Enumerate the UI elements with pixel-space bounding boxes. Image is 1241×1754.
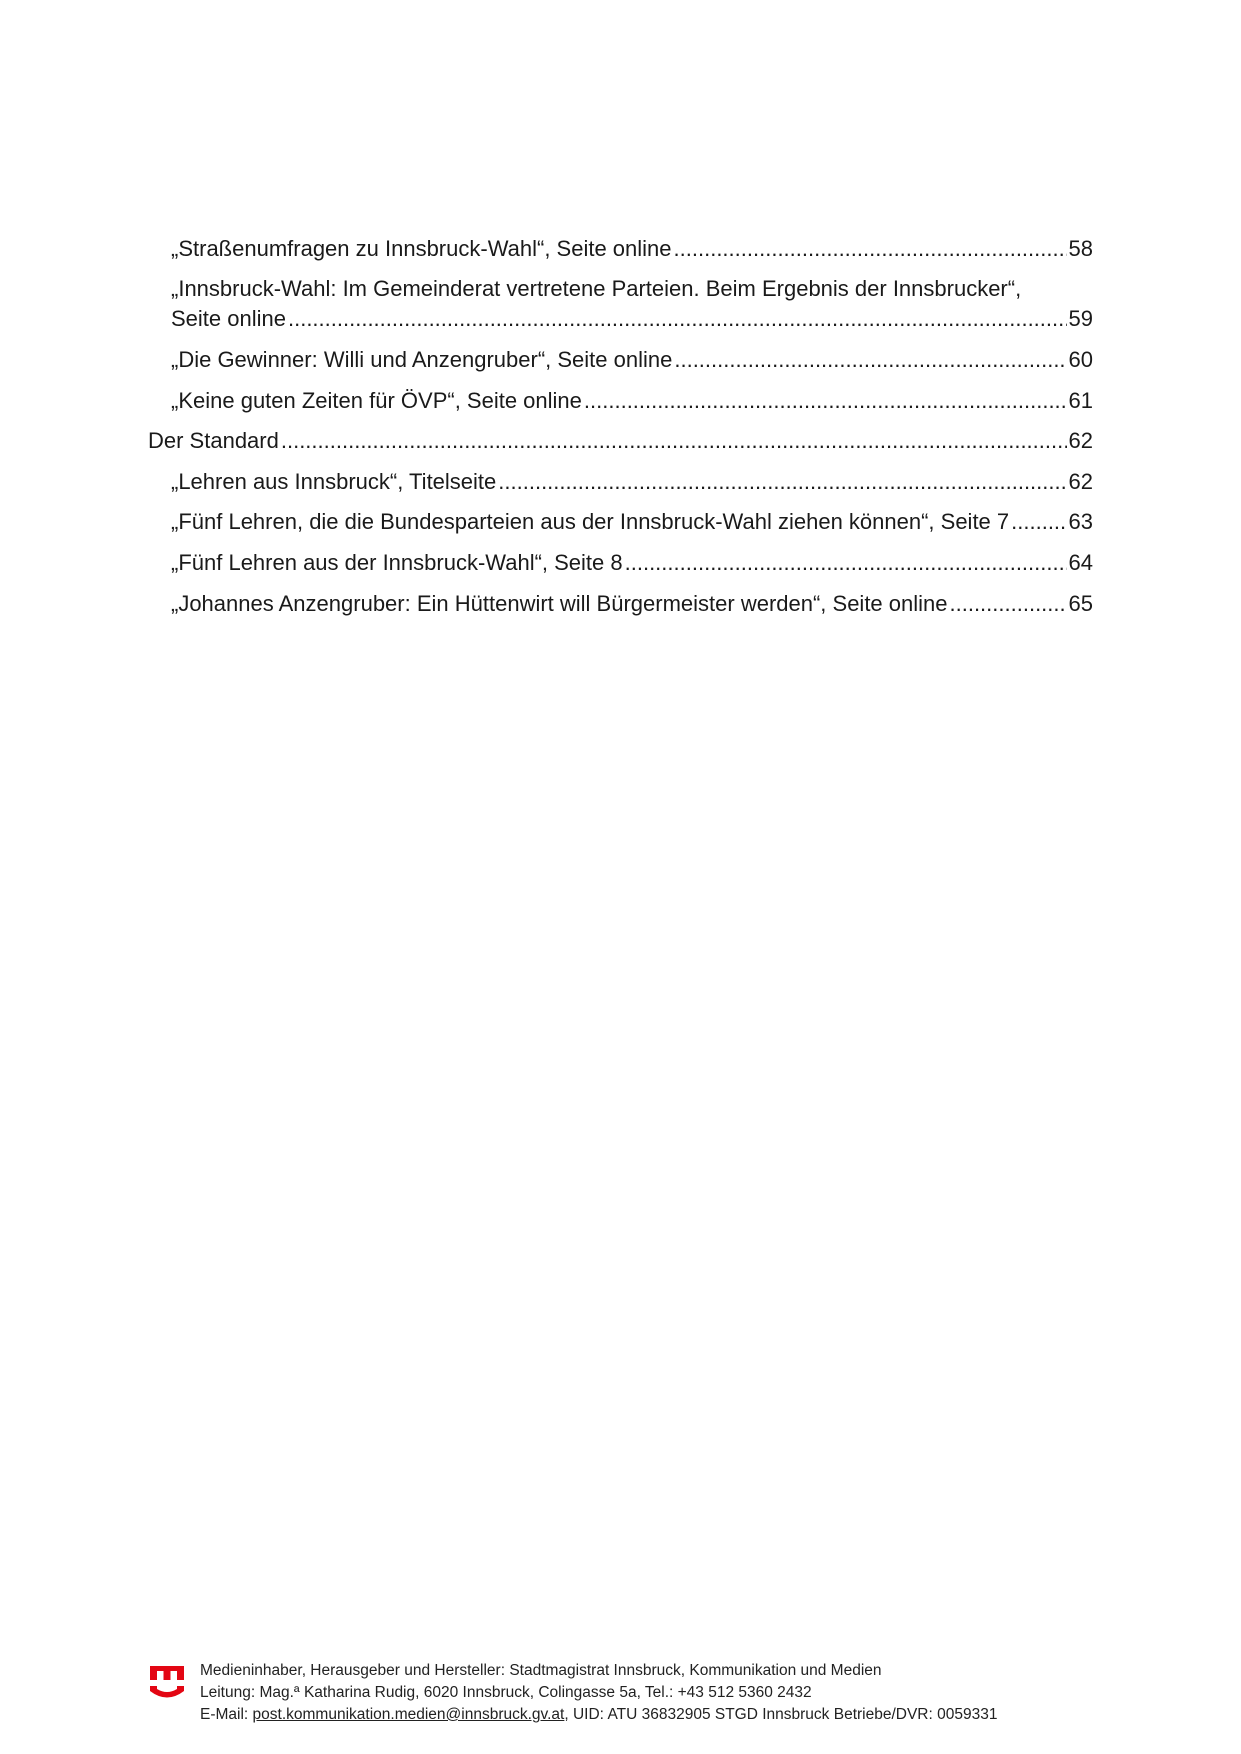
toc-entry[interactable]: [171, 467, 1093, 497]
innsbruck-city-logo-icon: [150, 1664, 184, 1704]
footer-publisher-line: Medieninhaber, Herausgeber und Hersteller: Stadtmagistrat Innsbruck, Kommunikation und Medien: [200, 1662, 882, 1679]
toc-entry[interactable]: [171, 589, 1093, 619]
toc-entry[interactable]: [171, 345, 1093, 375]
toc-leader-dots: [584, 386, 1067, 416]
page-footer: [150, 1660, 1110, 1732]
toc-leader-dots: [950, 589, 1067, 619]
toc-entry-page: 62: [1068, 428, 1093, 453]
toc-entry-title: „Straßenumfragen zu Innsbruck-Wahl“, Seite online: [171, 236, 672, 261]
toc-entry[interactable]: [171, 386, 1093, 416]
footer-registration-info: , UID: ATU 36832905 STGD Innsbruck Betriebe/DVR: 0059331: [564, 1706, 998, 1723]
toc-entry[interactable]: [171, 548, 1093, 578]
toc-entry-page: 58: [1068, 236, 1093, 261]
toc-leader-dots: [1011, 507, 1066, 537]
toc-entry-page: 64: [1068, 550, 1093, 575]
toc-leader-dots: [281, 426, 1067, 456]
toc-entry-page: 63: [1068, 509, 1093, 534]
toc-entry-title-line1: „Innsbruck-Wahl: Im Gemeinderat vertretene Parteien. Beim Ergebnis der Innsbrucker“,: [171, 276, 1022, 301]
toc-leader-dots: [625, 548, 1067, 578]
toc-entry-page: 60: [1068, 347, 1093, 372]
toc-entry-title: „Lehren aus Innsbruck“, Titelseite: [171, 469, 497, 494]
toc-entry-title: „Fünf Lehren, die die Bundesparteien aus der Innsbruck-Wahl ziehen können“, Seite 7: [171, 509, 1010, 534]
toc-entry-title: „Fünf Lehren aus der Innsbruck-Wahl“, Seite 8: [171, 550, 623, 575]
toc-entry[interactable]: [171, 507, 1093, 537]
toc-leader-dots: [674, 234, 1067, 264]
footer-email-label: E-Mail:: [200, 1706, 253, 1723]
toc-entry-page: 59: [1068, 306, 1093, 331]
toc-entry[interactable]: [171, 274, 1093, 334]
footer-management-line: Leitung: Mag.ª Katharina Rudig, 6020 Innsbruck, Colingasse 5a, Tel.: +43 512 5360 2432: [200, 1684, 812, 1701]
footer-imprint: [200, 1660, 997, 1726]
toc-leader-dots: [288, 304, 1067, 334]
toc-entry-page: 65: [1068, 591, 1093, 616]
footer-contact-line: [200, 1704, 997, 1726]
toc-entry-title: „Johannes Anzengruber: Ein Hüttenwirt will Bürgermeister werden“, Seite online: [171, 591, 948, 616]
toc-entry-page: 62: [1068, 469, 1093, 494]
toc-section-entry[interactable]: [148, 426, 1093, 456]
toc-entry-title: „Die Gewinner: Willi und Anzengruber“, Seite online: [171, 347, 673, 372]
toc-leader-dots: [674, 345, 1066, 375]
toc-entry[interactable]: [171, 234, 1093, 264]
toc-entry-title: „Keine guten Zeiten für ÖVP“, Seite online: [171, 388, 582, 413]
footer-email-link[interactable]: post.kommunikation.medien@innsbruck.gv.at: [252, 1706, 565, 1723]
toc-entry-title: Seite online: [171, 306, 286, 331]
toc-leader-dots: [498, 467, 1066, 497]
toc-entry-page: 61: [1068, 388, 1093, 413]
toc-section-title: Der Standard: [148, 428, 279, 453]
